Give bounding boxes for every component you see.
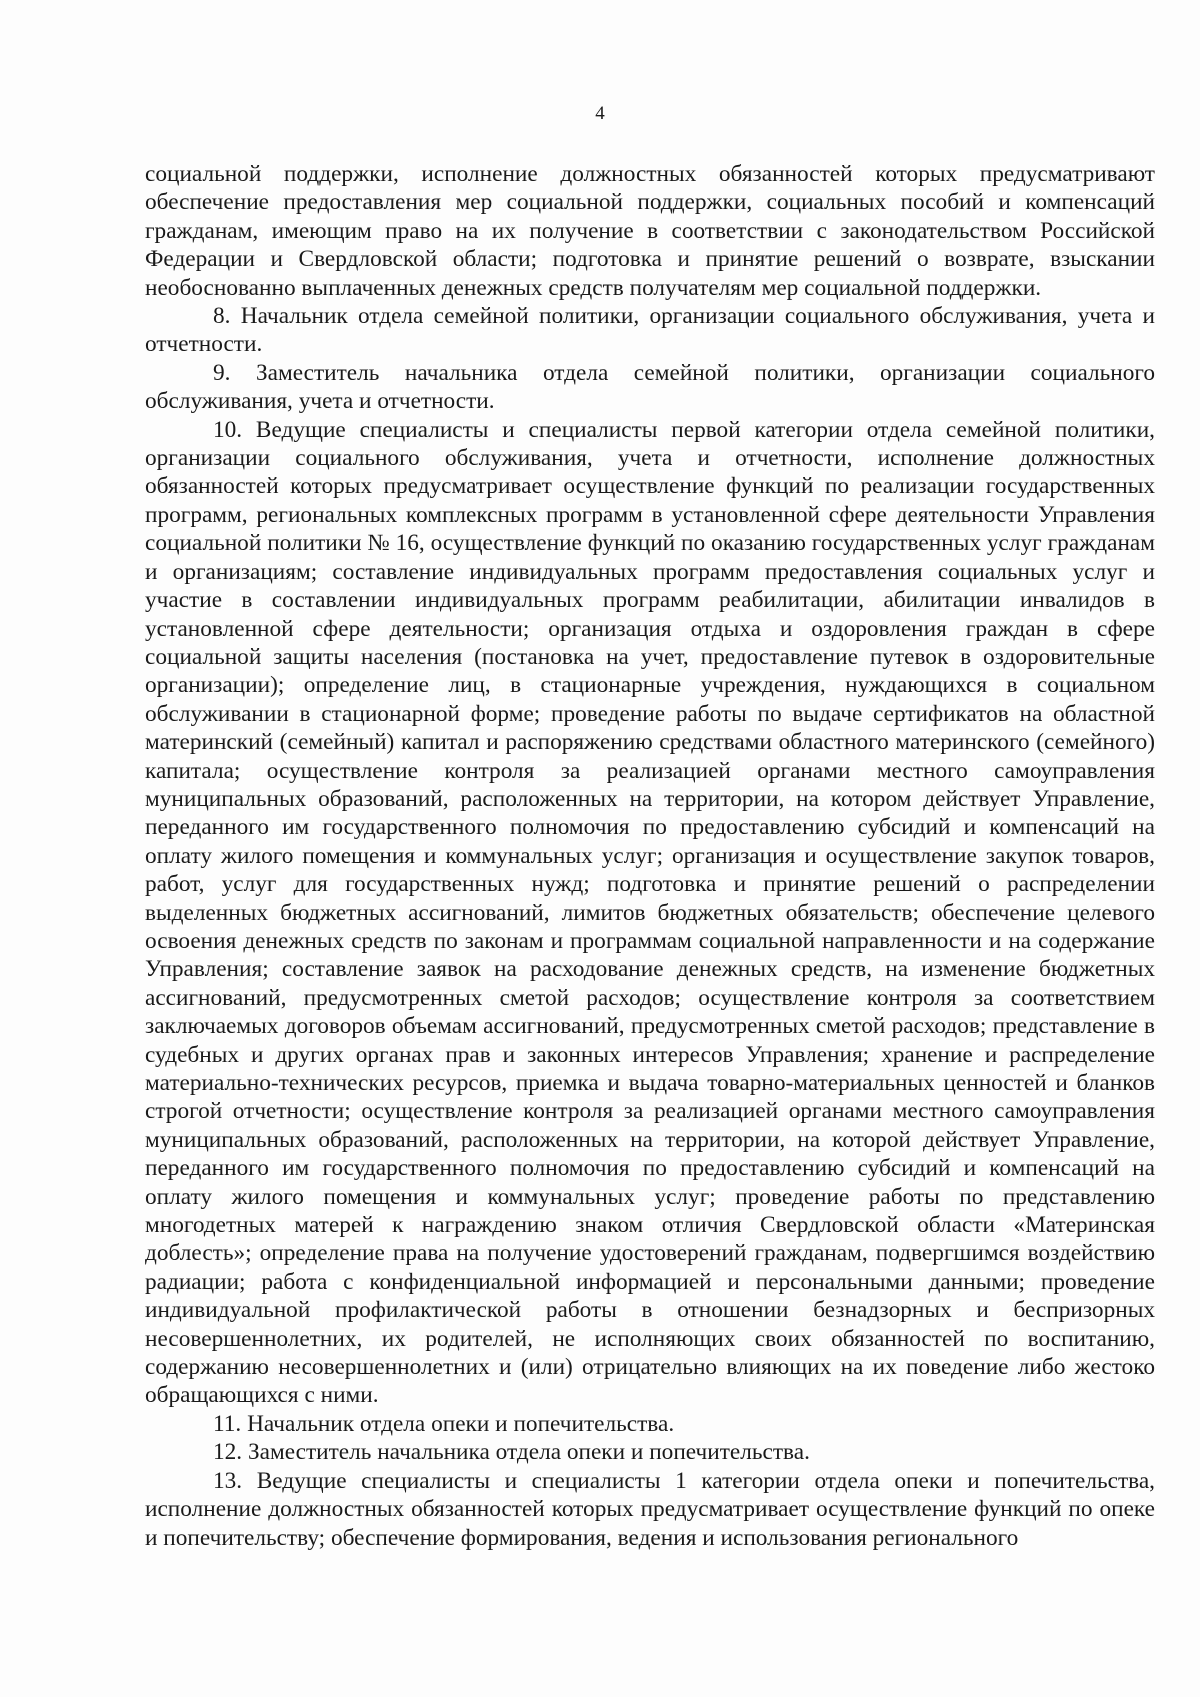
page-number: 4: [595, 103, 605, 124]
paragraph-item-10: 10. Ведущие специалисты и специалисты первой категории отдела семейной политики, организации социального обслуживания, учета и отчетности, исполнение должностных обязанностей которых предусматривает осуществление функций по реализации государственных программ, региональных комплексных программ в установленной сфере деятельности Управления социальной политики № 16, осуществление функций по оказанию государственных услуг гражданам и организациям; составление индивидуальных программ предоставления социальных услуг и участие в составлении индивидуальных программ реабилитации, абилитации инвалидов в установленной сфере деятельности; организация отдыха и оздоровления граждан в сфере социальной защиты населения (постановка на учет, предоставление путевок в оздоровительные организации); определение лиц, в стационарные учреждения, нуждающихся в социальном обслуживании в стационарной форме; проведение работы по выдаче сертификатов на областной материнский (семейный) капитал и распоряжению средствами областного материнского (семейного) капитала; осуществление контроля за реализацией органами местного самоуправления муниципальных образований, расположенных на территории, на котором действует Управление, переданного им государственного полномочия по предоставлению субсидий и компенсаций на оплату жилого помещения и коммунальных услуг; организация и осуществление закупок товаров, работ, услуг для государственных нужд; подготовка и принятие решений о распределении выделенных бюджетных ассигнований, лимитов бюджетных обязательств; обеспечение целевого освоения денежных средств по законам и программам социальной направленности и на содержание Управления; составление заявок на расходование денежных средств, на изменение бюджетных ассигнований, предусмотренных сметой расходов; осуществление контроля за соответствием заключаемых договоров объемам ассигнований, предусмотренных сметой расходов; представление в судебных и других органах прав и законных интересов Управления; хранение и распределение материально-технических ресурсов, приемка и выдача товарно-материальных ценностей и бланков строгой отчетности; осуществление контроля за реализацией органами местного самоуправления муниципальных образований, расположенных на территории, на которой действует Управление, переданного им государственного полномочия по предоставлению субсидий и компенсаций на оплату жилого помещения и коммунальных услуг; проведение работы по представлению многодетных матерей к награждению знаком отличия Свердловской области «Материнская доблесть»; определение права на получение удостоверений гражданам, подвергшимся воздействию радиации; работа с конфиденциальной информацией и персональными данными; проведение индивидуальной профилактической работы в отношении безнадзорных и беспризорных несовершеннолетних, их родителей, не исполняющих своих обязанностей по воспитанию, содержанию несовершеннолетних и (или) отрицательно влияющих на их поведение либо жестоко обращающихся с ними.: [145, 416, 1155, 1409]
paragraph-item-11: 11. Начальник отдела опеки и попечительства.: [213, 1410, 675, 1437]
document-body: [145, 160, 1155, 1552]
paragraph-item-13: 13. Ведущие специалисты и специалисты 1 категории отдела опеки и попечительства, исполнение должностных обязанностей которых предусматривает осуществление функций по опеке и попечительству; обеспечение формирования, ведения и использования регионального: [145, 1467, 1155, 1551]
paragraph-continuation: социальной поддержки, исполнение должностных обязанностей которых предусматривают обеспечение предоставления мер социальной поддержки, социальных пособий и компенсаций гражданам, имеющим право на их получение в соответствии с законодательством Российской Федерации и Свердловской области; подготовка и принятие решений о возврате, взыскании необоснованно выплаченных денежных средств получателям мер социальной поддержки.: [145, 161, 1155, 301]
paragraph-item-9: 9. Заместитель начальника отдела семейной политики, организации социального обслуживания, учета и отчетности.: [145, 359, 1155, 415]
paragraph-item-8: 8. Начальник отдела семейной политики, организации социального обслуживания, учета и отчетности.: [145, 303, 1155, 358]
paragraph-item-12: 12. Заместитель начальника отдела опеки и попечительства.: [213, 1439, 810, 1466]
